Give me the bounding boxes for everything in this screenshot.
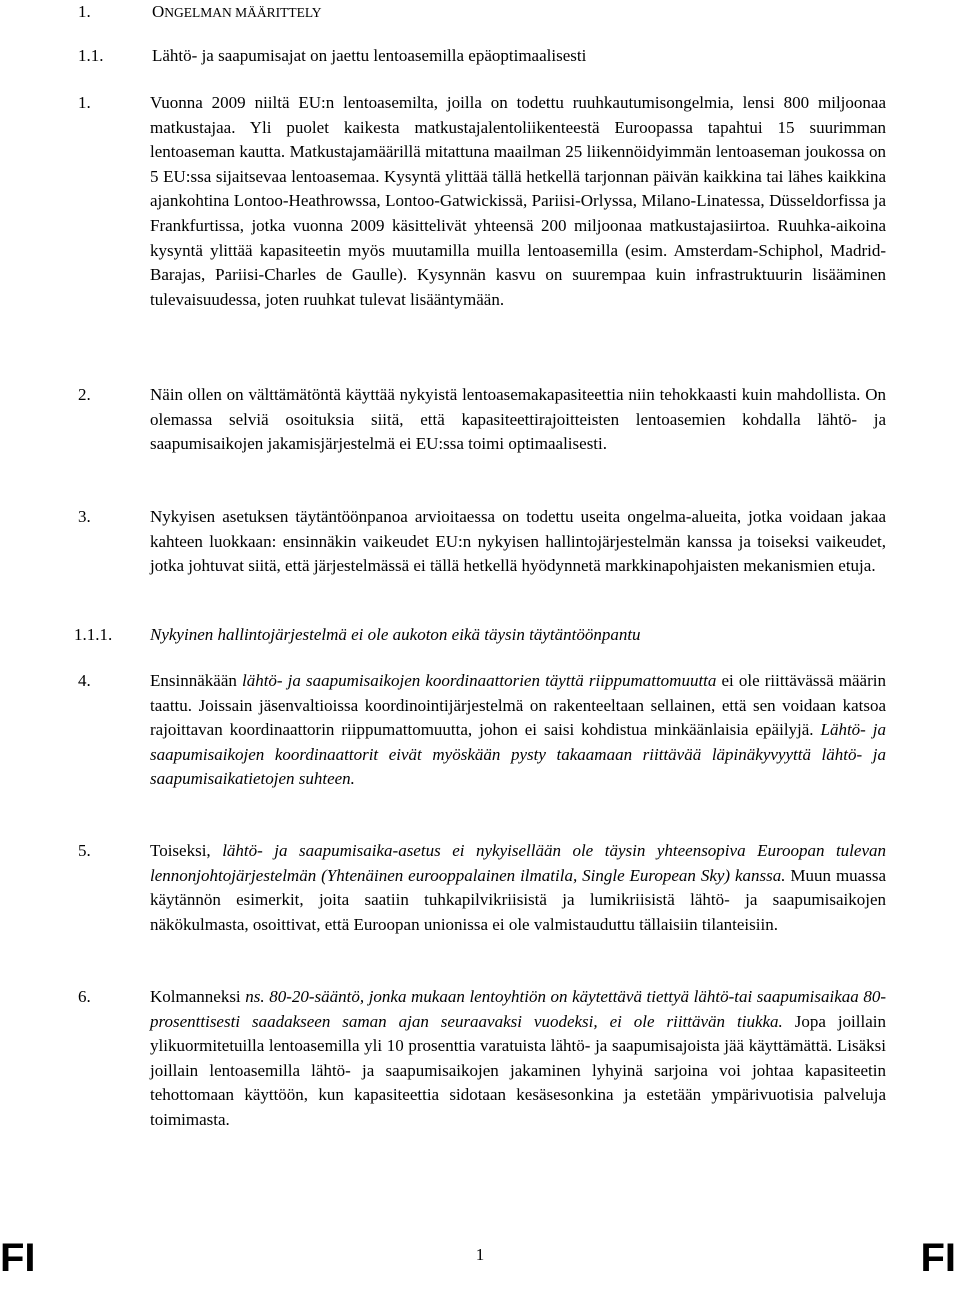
paragraph-number-2: 2. (78, 385, 91, 404)
section-number: 1.1. (78, 46, 104, 65)
footer-language-left: FI (0, 1236, 36, 1280)
section-number: 1. (78, 2, 91, 21)
paragraph-number-3: 3. (78, 507, 91, 526)
paragraph-3: Nykyisen asetuksen täytäntöönpanoa arvioitaessa on todettu useita ongelma-alueita, jotka voidaan jakaa kahteen luokkaan: ensinnäkin vaikeudet EU:n nykyisen hallintojärjestelmän kanssa ja toiseksi vaikeudet, jotka johtuvat siitä, että järjestelmässä ei tällä hetkellä hyödynnetä markkinapohjaisten mekanismien etuja. (150, 507, 886, 576)
paragraph-5: Toiseksi, lähtö- ja saapumisaika-asetus ei nykyisellään ole täysin yhteensopiva Euroopan tulevan lennonjohtojärjestelmän (Yhtenäinen eurooppalainen ilmatila, Single European Sky) kanssa. Muun muassa käytännön esimerkit, joita saatiin tuhkapilvikriisistä ja lumikriisistä lähtö- ja saapumisaikojen näkökulmasta, osoittivat, että Euroopan unionissa ei ole valmistauduttu tällaisiin tilanteisiin. (150, 841, 886, 934)
subsection-title: Nykyinen hallintojärjestelmä ei ole aukoton eikä täysin täytäntöönpantu (150, 625, 641, 644)
paragraph-2: Näin ollen on välttämätöntä käyttää nykyistä lentoasemakapasiteettia niin tehokkaasti kuin mahdollista. On olemassa selviä osoituksia siitä, että kapasiteettirajoitteisten lentoasemien kohdalla lähtö- ja saapumisaikojen jakamisjärjestelmä ei EU:ssa toimi optimaalisesti. (150, 385, 886, 454)
paragraph-6: Kolmanneksi ns. 80-20-sääntö, jonka mukaan lentoyhtiön on käytettävä tiettyä lähtö-tai saapumisaikaa 80-prosenttisesti saadakseen saman ajan seuraavaksi vuodeksi, ei ole riittävän tiukka. Jopa joillain ylikuormitetuilla lentoasemilla yli 10 prosenttia varatuista lähtö- ja saapumisajoista jää käyttämättä. Lisäksi joillain lentoasemilla lähtö- ja saapumisaikojen jakaminen lyhyinä sarjoina voi johtaa kapasiteetin tehottomaan käyttöön, kun kapasiteettia sidotaan kesäsesonkina ja estetään ympärivuotisia palveluja toimimasta. (150, 987, 887, 1129)
paragraph-4: Ensinnäkään lähtö- ja saapumisaikojen koordinaattorien täyttä riippumattomuutta ei ole riittävässä määrin taattu. Joissain jäsenvaltioissa koordinointijärjestelmä on rakenteeltaan sellainen, että sen voidaan katsoa rajoittavan koordinaattorin riippumattomuutta, johon ei saisi kohdistua minkäänlaisia epäilyjä. Lähtö- ja saapumisaikojen koordinaattorit eivät myöskään pysty takaamaan riittävää läpinäkyvyyttä lähtö- ja saapumisaikatietojen suhteen. (150, 671, 886, 789)
paragraph-number-6: 6. (78, 987, 91, 1006)
footer-language-right: FI (920, 1236, 956, 1280)
paragraph-number-5: 5. (78, 841, 91, 860)
paragraph-number-1: 1. (78, 93, 91, 112)
paragraph-number-4: 4. (78, 671, 91, 690)
page-number: 1 (475, 1245, 485, 1264)
subsection-number: 1.1.1. (74, 625, 113, 644)
section-title: Lähtö- ja saapumisajat on jaettu lentoasemilla epäoptimaalisesti (152, 46, 587, 65)
section-title: ONGELMAN MÄÄRITTELY (152, 2, 322, 21)
paragraph-1: Vuonna 2009 niiltä EU:n lentoasemilta, joilla on todettu ruuhkautumisongelmia, lensi 800 miljoonaa matkustajaa. Yli puolet kaikesta matkustajalentoliikenteestä Euroopassa tapahtui 15 suurimman lentoaseman kautta. Matkustajamäärillä mitattuna maailman 25 liikennöidyimmän lentoaseman joukossa on 5 EU:ssa sijaitsevaa lentoasemaa. Kysyntä ylittää tällä hetkellä tarjonnan päivän kaikkina tai lähes kaikkina ajankohtina Lontoo-Heathrowssa, Lontoo-Gatwickissä, Pariisi-Orlyssa, Milano-Linatessa, Düsseldorfissa ja Frankfurtissa, jotka vuonna 2009 käsittelivät yhteensä 200 miljoonaa matkustajasiirtoa. Ruuhka-aikoina kysyntä ylittää kapasiteetin myös muutamilla muilla lentoasemilla (esim. Amsterdam-Schiphol, Madrid-Barajas, Pariisi-Charles de Gaulle). Kysynnän kasvu on suurempaa kuin infrastruktuurin lisääminen tulevaisuudessa, joten ruuhkat tulevat lisääntymään. (150, 93, 886, 309)
